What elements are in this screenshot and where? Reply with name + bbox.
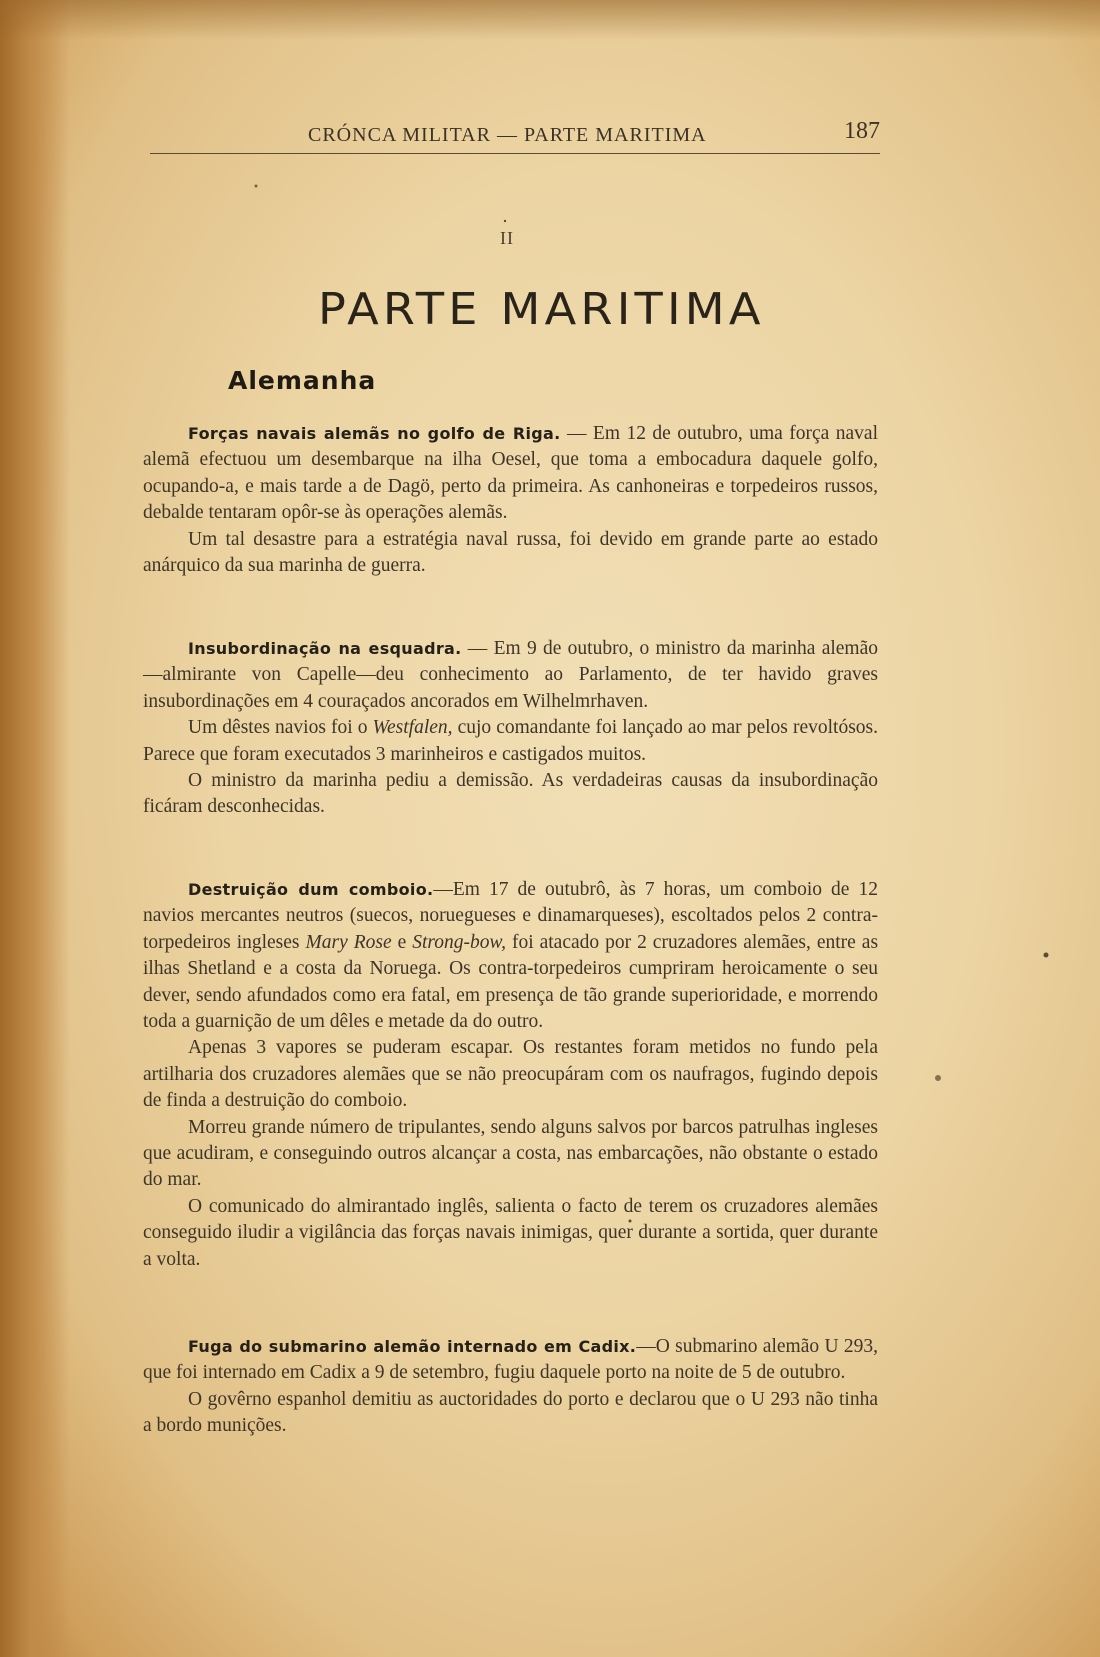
running-header — [150, 118, 880, 154]
speck — [504, 220, 506, 222]
article-heading: Forças navais alemãs no golfo de Riga. — [188, 424, 561, 443]
article-submarine — [143, 1334, 878, 1440]
speck — [255, 185, 258, 188]
article-convoy — [143, 877, 878, 1273]
paragraph-text: — Em 9 de outubro, o ministro da marinha alemão—almirante von Capelle—deu conhecimento ao Parlamento, de ter havido graves insubordinações em 4 couraçados ancorados em Wilhelmrhaven. — [143, 638, 879, 712]
paragraph-text: — Em 12 de outubro, uma força naval alemã efectuou um desembarque na ilha Oesel, que toma a embocadura daquele golfo, ocupando-a, e mais tarde a de Dagö, perto da primeira. As canhoneiras e torpedeiros russos, debalde tentaram opôr-se às operações alemãs. — [143, 423, 879, 524]
paragraph-text: foi atacado por 2 cruzadores alemães, entre as ilhas Shetland e a costa da Noruega. Os contra-torpedeiros cumpriram heroicamente o seu dever, sendo afundados como era fatal, em presença de tão grande superioridade, e morrendo toda a guarnição de um dêles e metade da do outro. — [143, 931, 879, 1033]
running-title: CRÓNCA MILITAR — PARTE MARITIMA — [308, 124, 707, 146]
article-heading: Destruição dum comboio. — [188, 880, 434, 899]
page-spine-shadow — [0, 0, 70, 1657]
article-paragraph: Um tal desastre para a estratégia naval russa, foi devido em grande parte ao estado anárquico da sua marinha de guerra. — [143, 528, 878, 577]
article-heading: Fuga do submarino alemão internado em Cadix. — [188, 1337, 637, 1356]
paragraph-text: —Em 17 de outubrô, às 7 horas, um comboio de 12 navios mercantes neutros (suecos, noruegueses e dinamarqueses), escoltados pelos 2 contra-torpedeiros ingleses — [143, 879, 878, 953]
article-paragraph: Morreu grande número de tripulantes, sendo alguns salvos por barcos patrulhas ingleses que acudiram, e conseguindo outros alcançar a costa, nas embarcações, não obstante o estado do mar. — [143, 1116, 878, 1191]
section-number: II — [500, 228, 514, 248]
paragraph-text: Um dêstes navios foi o — [188, 717, 368, 739]
speck — [1044, 953, 1049, 958]
article-riga — [143, 421, 878, 579]
country-heading: Alemanha — [228, 366, 377, 395]
article-paragraph: Apenas 3 vapores se puderam escapar. Os restantes foram metidos no fundo pela artilharia dos cruzadores alemães que se não preocupáram com os naufragos, fugindo depois de finda a destruição do comboio. — [143, 1037, 878, 1112]
paragraph-text: e — [397, 931, 407, 953]
article-heading: Insubordinação na esquadra. — [188, 639, 462, 658]
article-paragraph — [143, 1334, 878, 1387]
article-paragraph — [143, 636, 878, 715]
article-paragraph: O ministro da marinha pediu a demissão. As verdadeiras causas da insubordinação ficáram desconhecidas. — [143, 770, 878, 818]
page-top-shadow — [0, 0, 1100, 40]
ship-name: Mary Rose — [305, 931, 392, 953]
article-insubordination — [143, 636, 878, 821]
header-rule — [150, 153, 880, 154]
ship-name: Strong-bow, — [412, 931, 506, 953]
article-paragraph — [143, 715, 878, 768]
article-paragraph — [143, 877, 878, 1035]
speck — [935, 1075, 941, 1081]
paragraph-text: cujo comandante foi lançado ao mar pelos revoltósos. Parece que foram executados 3 marinheiros e castigados muitos. — [143, 717, 878, 765]
article-paragraph: O govêrno espanhol demitiu as auctoridades do porto e declarou que o U 293 não tinha a bordo munições. — [143, 1388, 878, 1437]
page-number: 187 — [844, 118, 880, 144]
part-title: PARTE MARITIMA — [318, 284, 765, 335]
article-paragraph — [143, 421, 878, 527]
paragraph-text: —O submarino alemão U 293, que foi internado em Cadix a 9 de setembro, fugiu daquele porto na noite de 5 de outubro. — [143, 1336, 879, 1384]
article-paragraph: O comunicado do almirantado inglês, salienta o facto de terem os cruzadores alemães conseguido iludir a vigilância das forças navais inimigas, quer durante a sortida, quer durante a volta. — [143, 1195, 878, 1270]
ship-name: Westfalen, — [372, 717, 453, 739]
